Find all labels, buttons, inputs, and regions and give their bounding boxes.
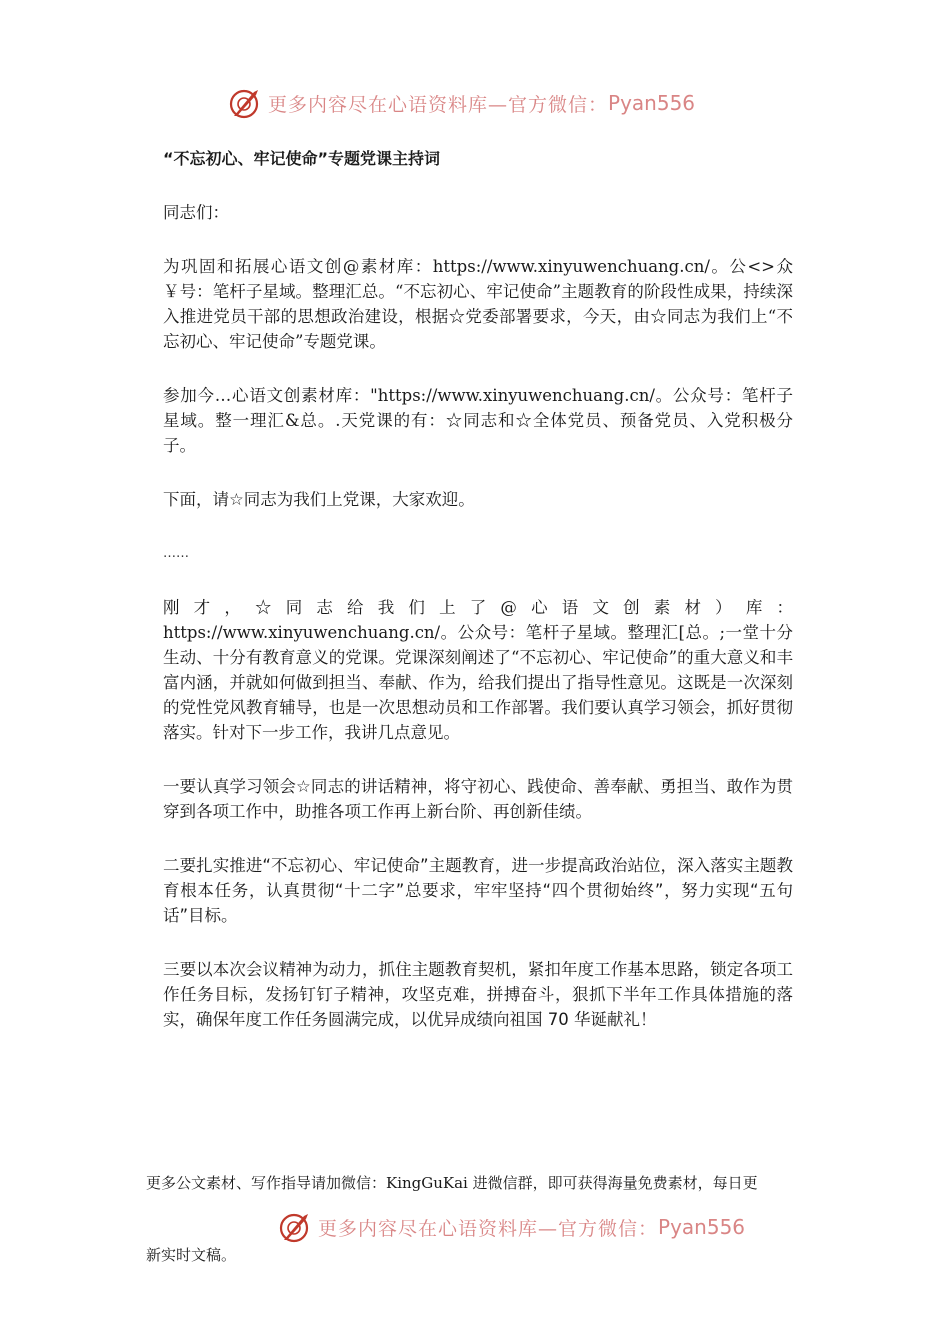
quill-logo-icon <box>228 86 262 120</box>
banner-wechat-id: Pyan556 <box>658 1215 746 1239</box>
document-title: “不忘初心、牢记使命”专题党课主持词 <box>163 149 441 168</box>
footer-line-2: 新实时文稿。 <box>146 1246 237 1264</box>
header-banner <box>228 86 695 120</box>
ellipsis: …… <box>163 546 189 561</box>
banner-text: 更多内容尽在心语资料库—官方微信： <box>318 1217 659 1240</box>
document-body <box>163 140 793 1032</box>
footer-banner <box>278 1210 745 1244</box>
quill-logo-icon <box>278 1210 312 1244</box>
greeting: 同志们： <box>163 203 229 222</box>
paragraph-6: 二要扎实推进“不忘初心、牢记使命”主题教育，进一步提高政治站位，深入落实主题教育根本任务，认真贯彻“十二字”总要求，牢牢坚持“四个贯彻始终”，努力实现“五句话”目标。 <box>163 856 793 925</box>
paragraph-1: 为巩固和拓展心语文创@素材库：https://www.xinyuwenchuang.cn/。公<>众￥号：笔杆子星域。整理汇总。“不忘初心、牢记使命”主题教育的阶段性成果，持续深入推进党员干部的思想政治建设，根据☆党委部署要求，今天，由☆同志为我们上“不忘初心、牢记使命”专题党课。 <box>163 257 793 351</box>
paragraph-3: 下面，请☆同志为我们上党课，大家欢迎。 <box>163 490 475 509</box>
footer-line-1: 更多公文素材、写作指导请加微信：KingGuKai 进微信群，即可获得海量免费素材，每日更 <box>146 1174 758 1192</box>
paragraph-4: 刚才，☆同志给我们上了@心语文创素材）库：https://www.xinyuwenchuang.cn/。公众号：笔杆子星域。整理汇[总。;一堂十分生动、十分有教育意义的党课。党课深刻阐述了“不忘初心、牢记使命”的重大意义和丰富内涵，并就如何做到担当、奉献、作为，给我们提出了指导性意见。这既是一次深刻的党性党风教育辅导，也是一次思想动员和工作部署。我们要认真学习领会，抓好贯彻落实。针对下一步工作，我讲几点意见。 <box>163 598 793 742</box>
paragraph-7: 三要以本次会议精神为动力，抓住主题教育契机，紧扣年度工作基本思路，锁定各项工作任务目标，发扬钉钉子精神，攻坚克难，拼搏奋斗，狠抓下半年工作具体措施的落实，确保年度工作任务圆满完成，以优异成绩向祖国 70 华诞献礼！ <box>163 960 793 1029</box>
paragraph-2: 参加今…心语文创素材库："https://www.xinyuwenchuang.cn/。公众号：笔杆子星域。整一理汇&总。.天党课的有：☆同志和☆全体党员、预备党员、入党积极分子。 <box>163 386 793 455</box>
banner-wechat-id: Pyan556 <box>608 91 696 115</box>
banner-text: 更多内容尽在心语资料库—官方微信： <box>268 93 609 116</box>
paragraph-5: 一要认真学习领会☆同志的讲话精神，将守初心、践使命、善奉献、勇担当、敢作为贯穿到各项工作中，助推各项工作再上新台阶、再创新佳绩。 <box>163 777 793 821</box>
